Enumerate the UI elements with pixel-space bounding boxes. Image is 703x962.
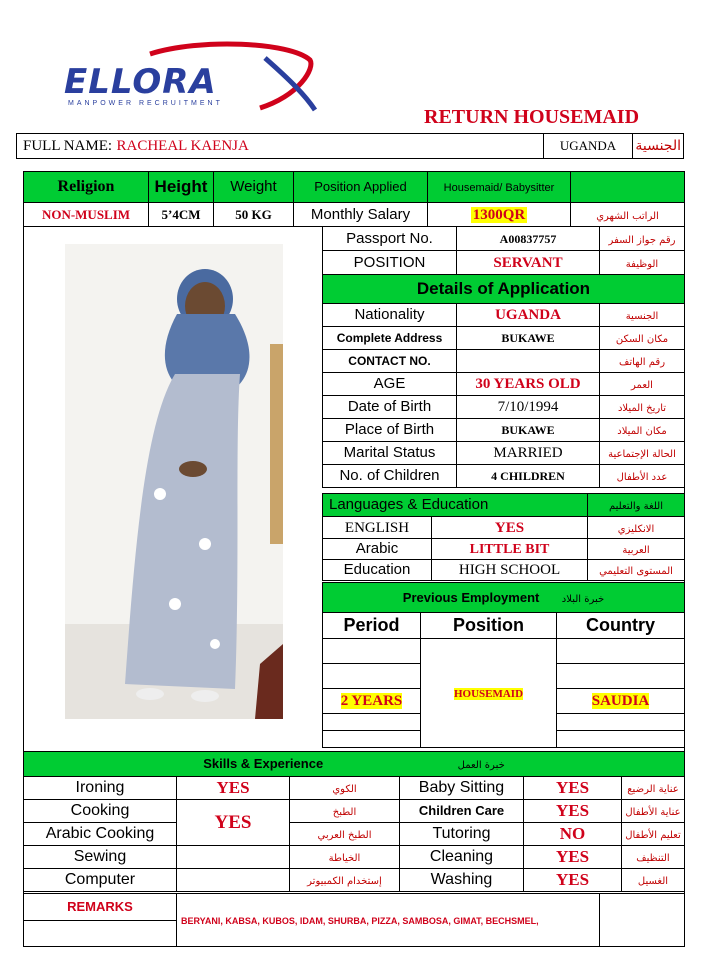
position-header: Position (421, 613, 557, 639)
full-name-value: RACHEAL KAENJA (116, 138, 249, 154)
full-name-label: FULL NAME: (23, 138, 113, 154)
language-ar: المستوى التعليمي (588, 560, 685, 581)
detail-label: Nationality (323, 304, 457, 327)
top-info-table (23, 171, 685, 227)
employment-position-value: HOUSEMAID (421, 639, 557, 748)
detail-label: CONTACT NO. (323, 350, 457, 373)
nationality-value: UGANDA (559, 138, 617, 153)
remarks-empty (600, 894, 685, 947)
detail-value: BUKAWE (457, 327, 600, 350)
remarks-empty-cell (24, 921, 177, 947)
language-value: LITTLE BIT (432, 539, 588, 560)
skill-ar: عناية الأطفال (622, 800, 685, 823)
languages-header-ar: اللغة والتعليم (588, 494, 685, 517)
height-header: Height (149, 172, 214, 203)
skill-value (177, 869, 290, 892)
language-value: YES (432, 517, 588, 539)
position-value: SERVANT (457, 251, 600, 275)
top-empty-header (571, 172, 685, 203)
detail-value: 7/10/1994 (457, 396, 600, 419)
detail-ar: رقم الهاتف (600, 350, 685, 373)
skill-value (177, 846, 290, 869)
height-value: 5’4CM (149, 203, 214, 227)
detail-label: Marital Status (323, 442, 457, 465)
position-label: POSITION (323, 251, 457, 275)
detail-value: BUKAWE (457, 419, 600, 442)
skill-value: YES (524, 869, 622, 892)
detail-value: UGANDA (457, 304, 600, 327)
remarks-table (23, 893, 685, 947)
country-cell (557, 714, 685, 731)
skill-label: Tutoring (400, 823, 524, 846)
remarks-label: REMARKS (24, 894, 177, 921)
skill-label: Computer (24, 869, 177, 892)
nationality-ar: الجنسية (635, 138, 681, 154)
detail-label: Date of Birth (323, 396, 457, 419)
language-label: Education (323, 560, 432, 581)
skill-ar: الكوي (290, 777, 400, 800)
person-photo-icon (65, 244, 283, 719)
skill-label: Baby Sitting (400, 777, 524, 800)
document-title: RETURN HOUSEMAID (424, 106, 640, 128)
country-cell (557, 731, 685, 748)
period-cell (323, 731, 421, 748)
detail-label: Place of Birth (323, 419, 457, 442)
skill-label: Ironing (24, 777, 177, 800)
skill-value: YES (177, 800, 290, 846)
detail-value: MARRIED (457, 442, 600, 465)
skill-label: Children Care (400, 800, 524, 823)
period-cell (323, 714, 421, 731)
skill-label: Cooking (24, 800, 177, 823)
skill-label: Washing (400, 869, 524, 892)
logo-tagline: MANPOWER RECRUITMENT (68, 100, 223, 107)
skill-value: YES (524, 777, 622, 800)
skill-ar: تعليم الأطفال (622, 823, 685, 846)
religion-value: NON-MUSLIM (24, 203, 149, 227)
skill-ar: الخياطة (290, 846, 400, 869)
company-logo (60, 40, 320, 115)
salary-value: 1300QR (428, 203, 571, 227)
skills-header: Skills & Experience خبرة العمل (24, 752, 685, 777)
remarks-text: BERYANI, KABSA, KUBOS, IDAM, SHURBA, PIZZA, SAMBOSA, GIMAT, BECHSMEL, (177, 894, 600, 947)
salary-ar: الراتب الشهري (571, 203, 685, 227)
candidate-photo (65, 244, 283, 719)
skill-ar: الغسيل (622, 869, 685, 892)
skills-table (23, 751, 685, 892)
employment-period-value: 2 YEARS (323, 689, 421, 714)
name-row (16, 133, 684, 159)
language-ar: العربية (588, 539, 685, 560)
details-header: Details of Application (323, 275, 685, 304)
details-table (322, 226, 685, 488)
detail-ar: مكان الميلاد (600, 419, 685, 442)
position-applied-header: Position Applied (294, 172, 428, 203)
detail-ar: تاريخ الميلاد (600, 396, 685, 419)
detail-value: 4 CHILDREN (457, 465, 600, 488)
period-cell (323, 664, 421, 689)
nationality-ar-cell (633, 134, 684, 159)
logo-brand: ELLORA (64, 62, 217, 102)
skill-ar: الطبخ (290, 800, 400, 823)
skill-label: Sewing (24, 846, 177, 869)
detail-value: 30 YEARS OLD (457, 373, 600, 396)
detail-label: Complete Address (323, 327, 457, 350)
position-applied-value: Housemaid/ Babysitter (428, 172, 571, 203)
languages-table (322, 493, 685, 581)
detail-ar: مكان السكن (600, 327, 685, 350)
country-header: Country (557, 613, 685, 639)
position-ar: الوظيفة (600, 251, 685, 275)
passport-ar: رقم جواز السفر (600, 227, 685, 251)
detail-value (457, 350, 600, 373)
skill-ar: الطبخ العربي (290, 823, 400, 846)
weight-value: 50 KG (214, 203, 294, 227)
period-cell (323, 639, 421, 664)
nationality-cell (543, 134, 633, 159)
detail-ar: عدد الأطفال (600, 465, 685, 488)
employment-country-value: SAUDIA (557, 689, 685, 714)
skill-ar: إستخدام الكمبيوتر (290, 869, 400, 892)
skill-value: NO (524, 823, 622, 846)
skill-label: Cleaning (400, 846, 524, 869)
skill-value: YES (524, 846, 622, 869)
skill-value: YES (524, 800, 622, 823)
detail-ar: العمر (600, 373, 685, 396)
detail-label: No. of Children (323, 465, 457, 488)
country-cell (557, 639, 685, 664)
languages-header: Languages & Education (323, 494, 588, 517)
passport-label: Passport No. (323, 227, 457, 251)
language-value: HIGH SCHOOL (432, 560, 588, 581)
employment-table (322, 582, 685, 748)
period-header: Period (323, 613, 421, 639)
skill-value: YES (177, 777, 290, 800)
passport-value: A00837757 (457, 227, 600, 251)
full-name-cell (17, 134, 544, 159)
detail-label: AGE (323, 373, 457, 396)
religion-header: Religion (24, 172, 149, 203)
salary-label: Monthly Salary (294, 203, 428, 227)
detail-ar: الجنسية (600, 304, 685, 327)
skill-label: Arabic Cooking (24, 823, 177, 846)
employment-header: Previous Employment خبرة البلاد (323, 583, 685, 613)
weight-header: Weight (214, 172, 294, 203)
language-ar: الانكليزي (588, 517, 685, 539)
language-label: Arabic (323, 539, 432, 560)
language-label: ENGLISH (323, 517, 432, 539)
skill-ar: عناية الرضيع (622, 777, 685, 800)
detail-ar: الحالة الإجتماعية (600, 442, 685, 465)
country-cell (557, 664, 685, 689)
skill-ar: التنظيف (622, 846, 685, 869)
